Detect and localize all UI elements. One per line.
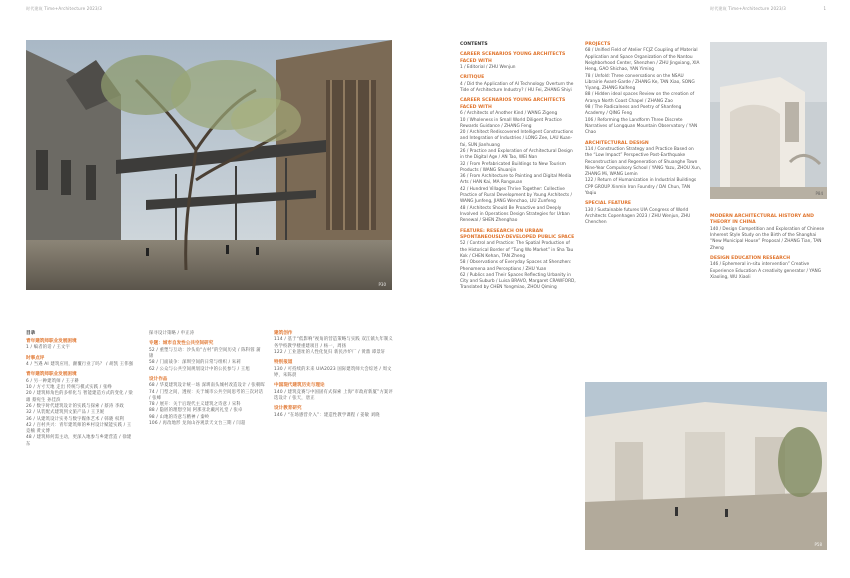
toc-entry: 6 / 另一种建筑师 / 王子耕 [26, 378, 79, 384]
toc-column-cn-1 [26, 339, 134, 448]
left-page-header: 时代建筑 Time+Architecture 2023/3 [26, 6, 103, 11]
toc-entry: 42 / 百村共兴：青年建筑师的乡村设计赋能实践 / 王竞楠 黄文博 [26, 422, 132, 435]
toc-entry: 130 / 可持续的未来 UIA2023 国际建筑师大会综述 / 周文婷，朱陈晨 [274, 366, 392, 378]
white-building-illustration [710, 42, 827, 199]
toc-column-en-1 [460, 42, 576, 292]
toc-entry: 122 / 工业遗址的人性化复归 新民沙炉厂 / 黄鼎 谭景轩 [274, 350, 386, 355]
toc-entry: 52 / Control and Practice: The Spatial Production of the Historical Border of “Tung Wo Market” in Sha Tau Kok / CHEN Kehan, TAN Zheng [460, 241, 574, 259]
toc-entry: 32 / From Prefabricated Buildings to New Tourism Products / WANG Shuanjin [460, 161, 566, 173]
section-heading: 青年建筑师职业发展困境 [26, 372, 77, 378]
section-heading: 青年建筑师职业发展困境 [26, 339, 77, 344]
photo1-caption: P84 [815, 191, 823, 196]
toc-entry: 122 / Return of Humanization in Industrial Buildings CPP GROUP Xinmin Iron Foundry / DAI Chun, TAN Yaqiu [585, 178, 697, 197]
section-heading: 设计作品 [149, 376, 168, 382]
toc-entry: 探寻设计策略 / 申正涛 [149, 331, 195, 336]
section-heading: 特别报道 [274, 360, 293, 366]
toc-entry: 114 / Construction Strategy and Practice Based on the “Low Impact” Perspective Post-Earthquake Reconstruction and Regeneration of Shuanghe Town Nine-Year Compulsory School / YANG Yazu, ZHOU Xun, ZHANG Mi, WANG Lemin [585, 146, 702, 178]
toc-entry: 98 / The Radicalness and Poetry of Shanfeng Academy / QING Feng [585, 105, 682, 117]
toc-entry: 42 / Hundred Villages Thrive Together: Collective Practice of Rural Development by Young Architects / WANG Junfeng, JIANG Wenchao, LIU Zunfeng [460, 186, 572, 205]
page-number: 1 [823, 6, 826, 11]
toc-entry: 58 / 门面战争：深圳空间的日常与组织 / 朱莉 [149, 360, 241, 366]
toc-entry: 62 / 公众与公共空间规划设计中的公民参与 / 王旭 [149, 366, 250, 372]
toc-entry: 106 / Reforming the Landform Three Discrete Narratives of Longquan Mountain Observatory / YAN Chao [585, 117, 698, 136]
toc-entry: 48 / Architects Should Be Proactive and Deeply Involved in Operations Design Strategies for Urban Renewal / SHEN Zhenghao [460, 205, 570, 224]
toc-entry: 68 / 华夏建筑设计统一场 深圳南头城村改造设计 / 张朝晖 [149, 383, 265, 389]
toc-entry: 48 / 建筑师何需主动，更深入地参与乡建营造 / 徐建东 [26, 435, 132, 447]
toc-entry: 4 / 当遇 AI 建筑应用，颠覆行业了吗？ / 胡凯 王伟强 [26, 362, 134, 368]
toc-entry: 4 / Did the Application of AI Technology Overturn the Tide of Architecture Industry? / HU Fei, ZHANG Shiyi [460, 81, 574, 94]
toc-entry: 88 / 隐匿的理想空间 阿那亚北戴河礼堂 / 张卓 [149, 408, 243, 414]
toc-entry: 58 / Observations of Everyday Spaces at Shenzhen: Phenomena and Perceptions / ZHU Yuan [460, 260, 572, 272]
toc-entry: 26 / Practice and Exploration of Architectural Design in the Digital Age / AN Tao, WEI Nan [460, 149, 573, 161]
toc-entry: 78 / Unfold: Three conversations on the NSAU Librairie Avant-Garde / ZHANG Ke, TAN Xiao, SONG Yiyang, ZHANG Kaifeng [585, 73, 695, 92]
photo-courtyard [585, 382, 827, 550]
toc-entry: 1 / 编者的话 / 王文宇 [26, 345, 70, 351]
section-heading: 中国现代建筑历史与理论 [274, 383, 325, 389]
toc-entry: 36 / From Architecture to Painting and Digital Media Arts / HAN Kai, MA Rongxuan [460, 174, 572, 186]
section-heading: CAREER SCENARIOS YOUNG ARCHITECTS FACED WITH [460, 98, 566, 110]
section-heading: CRITIQUE [460, 75, 485, 81]
section-heading: FEATURE: RESEARCH ON URBAN SPONTANEOUSLY-DEVELOPED PUBLIC SPACE [460, 228, 575, 240]
toc-entry: 32 / 从装配式建筑到文旅产品 / 王卫妮 [26, 410, 105, 416]
toc-entry: 140 / Design Competition and Exploration of Chinese Inherent Style Study on the Birth of the Shanghai “New Municipal House” Proposal / ZHANG Tian, TAN Zheng [710, 226, 825, 251]
toc-entry: 74 / 门型之间，透视：关于城市公共空间思考的三次对话 / 张峰 [149, 389, 264, 401]
toc-entry: 88 / Hidden ideal spaces Review on the creation of Aranya North Coast Chapel / ZHANG Zao [585, 92, 695, 104]
toc-column-cn-2 [149, 331, 265, 427]
toc-entry: 62 / Publics and Their Spaces Reflecting Urbanity in City and Suburb / Luisa BRAVO, Margaret CRAWFORD, Translated by CHEN Yongmiao, ZHOU Qiming [460, 272, 576, 291]
toc-entry: 20 / Architect Rediscovered Intelligent Constructions and Integration of Industries / LONG Zee, LAU Kuan-fai, SUN Jianhuang [460, 130, 574, 148]
right-page [425, 0, 850, 578]
toc-entry: 52 / 重塑与互动：沙头角“古村”的空间历史 / 陈科蓉 蒲锦 [149, 347, 261, 359]
toc-entry: 146 / “在场感营介入”：建造性教学课程 / 姜敏 刘晓 [274, 412, 380, 418]
section-heading: 专题：城市自发性公共空间研究 [149, 341, 214, 347]
section-heading: DESIGN EDUCATION RESEARCH [710, 256, 791, 261]
contents-title: CONTENTS [460, 42, 488, 47]
section-heading: MODERN ARCHITECTURAL HISTORY AND THEORY IN CHINA [710, 214, 814, 226]
toc-entry: 1 / Editorial / ZHU Wenjun [460, 65, 516, 71]
photo-white-building [710, 42, 827, 199]
contents-title-cn: 目录 [26, 331, 36, 336]
section-heading: PROJECTS [585, 42, 611, 47]
section-heading: 时事点评 [26, 355, 45, 361]
toc-entry: 146 / Ephemeral in-situ intervention” Creative Experience Education A creativity generator / YANG Xiaoling, WU Xiaoli [710, 262, 822, 280]
photo2-caption: P58 [814, 542, 822, 547]
toc-entry: 10 / 方寸天地 走出 传统与模式实践 / 张峥 [26, 385, 113, 391]
main-photo-caption: P30 [378, 282, 386, 287]
toc-entry: 6 / Architects of Another Kind / WANG Zigeng [460, 111, 558, 117]
toc-entry: 106 / 再改地形 龙岗山谷观景天文台三期 / 闫超 [149, 421, 246, 427]
toc-entry: 114 / 基于“低影响”视角的营造策略与实践 双江镇九年制义务学校教学楼重建项目 / 杨一，周扬 [274, 337, 393, 349]
right-page-header: 时代建筑 Time+Architecture 2023/3 [710, 6, 787, 11]
section-heading: 建筑创作 [274, 331, 293, 336]
toc-column-cn-3 [274, 331, 394, 419]
toc-entry: 140 / 建筑竞赛与中国固有式探索 上海“市政府新厦”方案评选设计 / 张天，唐正 [274, 389, 393, 401]
section-heading: SPECIAL FEATURE [585, 201, 631, 207]
toc-column-en-3 [710, 214, 827, 281]
courtyard-building-illustration [585, 382, 827, 550]
courtyard-photo-illustration [26, 40, 392, 290]
toc-column-en-2 [585, 42, 702, 227]
section-heading: 设计教育研究 [274, 406, 302, 412]
main-photo [26, 40, 392, 290]
section-heading: CAREER SCENARIOS YOUNG ARCHITECTS FACED WITH [460, 52, 566, 64]
toc-entry: 98 / 山地的诗意与精神 / 秦岭 [149, 414, 210, 420]
toc-entry: 36 / 从建筑设计实务与数字媒体艺术 / 韩晓 权利 [26, 416, 124, 422]
toc-entry: 68 / Unified Field of Atelier FCJZ Coupling of Material Application and Space Organization of the Nantou Neighborhood Center, Shenzhen / ZHU Jingxiang, XIA Heng, GAO Shichao, YAN Yiming [585, 48, 700, 73]
toc-entry: 78 / 展开：关于后现代主义建筑之诗意 / 宋科 [149, 402, 241, 408]
toc-entry: 20 / 建筑师角色的多样化与 智能建造方式的变化 / 梁雄 蔡宛生 孙佳滨 [26, 391, 133, 403]
toc-entry: 26 / 数字时代建筑设计的实践与探索 / 蔡涛 李政 [26, 404, 124, 409]
toc-entry: 130 / Sustainable futures UIA Congress of World Architects Copenhagen 2023 / ZHU Wenjun, ZHU Chenchen [585, 207, 691, 226]
toc-entry: 10 / Wholeness in Small World Diligent Practice Rewards Guidance / ZHANG Feng [460, 117, 562, 129]
section-heading: ARCHITECTURAL DESIGN [585, 140, 649, 146]
